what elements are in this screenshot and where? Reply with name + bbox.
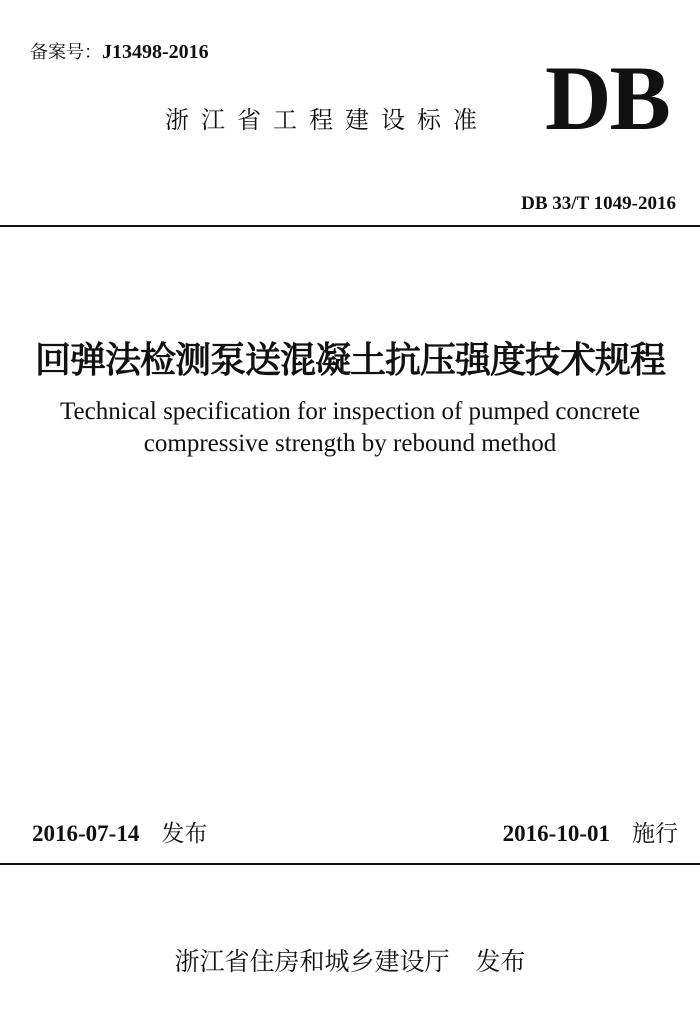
standard-number: DB 33/T 1049-2016 — [521, 193, 676, 214]
bottom-divider — [0, 863, 700, 865]
filing-number — [30, 38, 209, 64]
title-chinese: 回弹法检测泵送混凝土抗压强度技术规程 — [34, 340, 665, 380]
issue-label: 发布 — [161, 821, 208, 847]
title-english-line2: compressive strength by rebound method — [143, 430, 557, 457]
implementation-date: 2016-10-01 — [502, 821, 610, 846]
filing-value: J13498-2016 — [102, 41, 209, 63]
publisher-line — [0, 942, 700, 978]
title-english — [0, 396, 700, 460]
issue-date: 2016-07-14 — [32, 821, 140, 846]
implementation-label: 施行 — [632, 821, 678, 847]
db-logo: DB — [545, 47, 669, 149]
filing-label: 备案号： — [30, 42, 102, 63]
publisher: 浙江省住房和城乡建设厅 — [174, 947, 450, 976]
implementation-date-block — [503, 815, 678, 848]
standard-type: 浙江省工程建设标准 — [165, 106, 489, 134]
title-english-line1: Technical specification for inspection of pumped concrete — [60, 398, 640, 425]
top-divider — [0, 225, 700, 227]
publish-label: 发布 — [475, 947, 526, 976]
issue-date-block — [32, 815, 207, 848]
